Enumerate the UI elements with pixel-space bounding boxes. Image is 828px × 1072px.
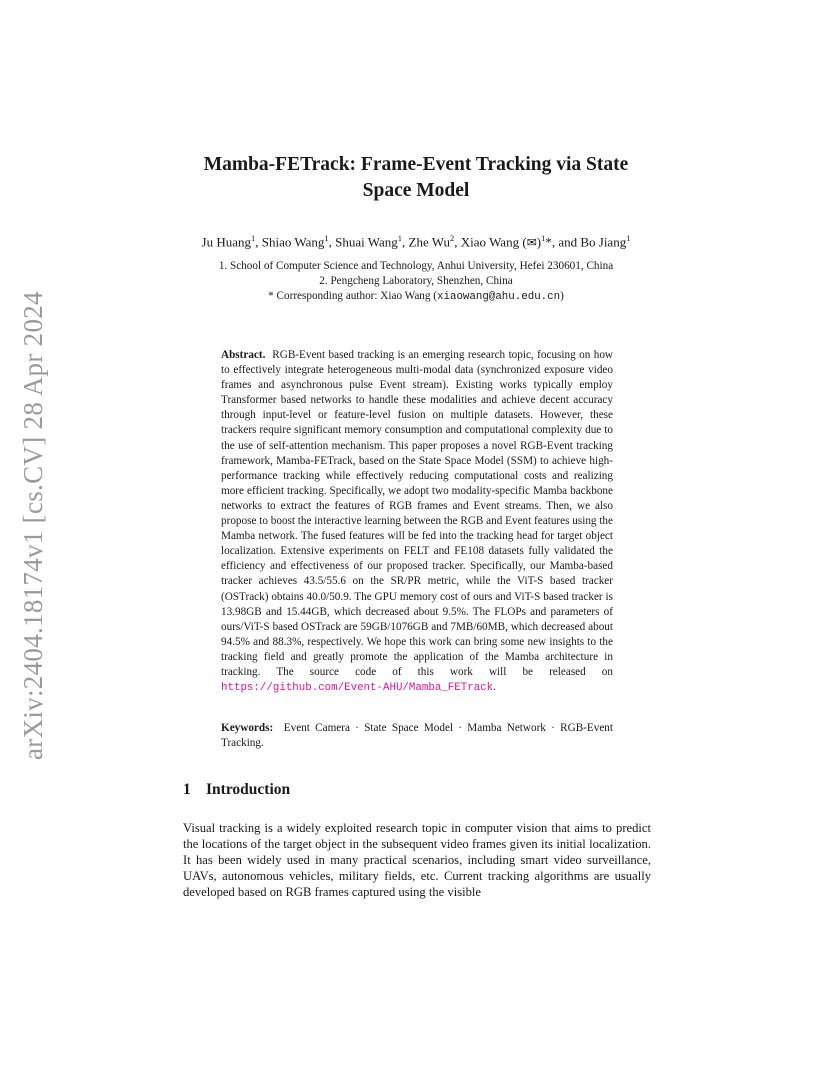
author-name: *, and Bo Jiang xyxy=(545,234,627,250)
author-name: , Zhe Wu xyxy=(402,234,451,250)
author-name: Ju Huang xyxy=(201,234,252,250)
section-heading xyxy=(183,781,290,799)
author-name: , Shuai Wang xyxy=(328,234,398,250)
introduction-paragraph: Visual tracking is a widely exploited research topic in computer vision that aims to predict the locations of the target object in the subsequent video frames given its initial localization. It has been widely used in many practical scenarios, including smart video surveillance, UAVs, autonomous vehicles, military fields, etc. Current tracking algorithms are usually developed based on RGB frames captured using the visible xyxy=(183,821,651,899)
corresponding-author-close: ) xyxy=(560,290,564,302)
corresponding-email[interactable]: xiaowang@ahu.edu.cn xyxy=(437,291,561,303)
author-name: , Shiao Wang xyxy=(255,234,325,250)
author-list xyxy=(150,230,682,250)
author-paren: ) xyxy=(536,234,542,250)
arxiv-identifier-stamp: arXiv:2404.18174v1 [cs.CV] 28 Apr 2024 xyxy=(18,291,48,760)
keywords xyxy=(221,721,613,751)
author-affiliation-mark: 2 xyxy=(450,233,455,243)
author-affiliation-mark: 1 xyxy=(251,233,256,243)
author-name: , Xiao Wang ( xyxy=(454,234,527,250)
abstract xyxy=(221,348,613,696)
abstract-text: RGB-Event based tracking is an emerging research topic, focusing on how to effectively integrate heterogeneous multi-modal data (synchronized exposure video frames and asynchronous pulse Event stream). Existing works typically employ Transformer based networks to handle these modalities and achieve decent accuracy through input-level or feature-level fusion on multiple datasets. However, these trackers require significant memory consumption and computational complexity due to the use of self-attention mechanism. This paper proposes a novel RGB-Event tracking framework, Mamba-FETrack, based on the State Space Model (SSM) to achieve high-performance tracking while effectively reducing computational costs and realizing more efficient tracking. Specifically, we adopt two modality-specific Mamba backbone networks to extract the features of RGB frames and Event streams. Then, we also propose to boost the interactive learning between the RGB and Event features using the Mamba network. The fused features will be fed into the tracking head for target object localization. Extensive experiments on FELT and FE108 datasets fully validated the efficiency and effectiveness of our proposed tracker. Specifically, our Mamba-based tracker achieves 43.5/55.6 on the SR/PR metric, while the ViT-S based tracker (OSTrack) obtains 40.0/50.9. The GPU memory cost of ours and ViT-S based tracker is 13.98GB and 15.44GB, which decreased about 9.5%. The FLOPs and parameters of ours/ViT-S based OSTrack are 59GB/1076GB and 7MB/60MB, which decreased about 94.5% and 88.3%, respectively. We hope this work can bring some new insights to the tracking field and greatly promote the application of the Mamba architecture in tracking. The source code of this work will be released on xyxy=(221,349,613,678)
author-affiliation-mark: 1 xyxy=(541,233,546,243)
title-line-2: Space Model xyxy=(362,180,470,201)
author-affiliation-mark: 1 xyxy=(626,233,631,243)
affiliation-1: 1. School of Computer Science and Technology, Anhui University, Hefei 230601, China xyxy=(218,260,614,272)
code-repository-link[interactable]: https://github.com/Event-AHU/Mamba_FETrack xyxy=(221,682,494,695)
section-title: Introduction xyxy=(206,781,291,798)
author-affiliation-mark: 1 xyxy=(397,233,403,243)
keywords-text: Event Camera · State Space Model · Mamba Network · RGB-Event Tracking. xyxy=(221,722,614,750)
abstract-label: Abstract. xyxy=(221,349,266,361)
corresponding-author xyxy=(150,289,682,305)
envelope-icon: ✉ xyxy=(526,235,537,250)
section-number: 1 xyxy=(183,781,191,798)
keywords-label: Keywords: xyxy=(221,722,274,734)
title-line-1: Mamba-FETrack: Frame-Event Tracking via State xyxy=(203,154,629,175)
author-affiliation-mark: 1 xyxy=(324,233,329,243)
corresponding-author-label: * Corresponding author: Xiao Wang ( xyxy=(268,290,437,302)
affiliation-2: 2. Pengcheng Laboratory, Shenzhen, China xyxy=(319,275,513,287)
abstract-end: . xyxy=(493,681,496,694)
paper-title xyxy=(150,152,682,204)
affiliations xyxy=(150,259,682,305)
